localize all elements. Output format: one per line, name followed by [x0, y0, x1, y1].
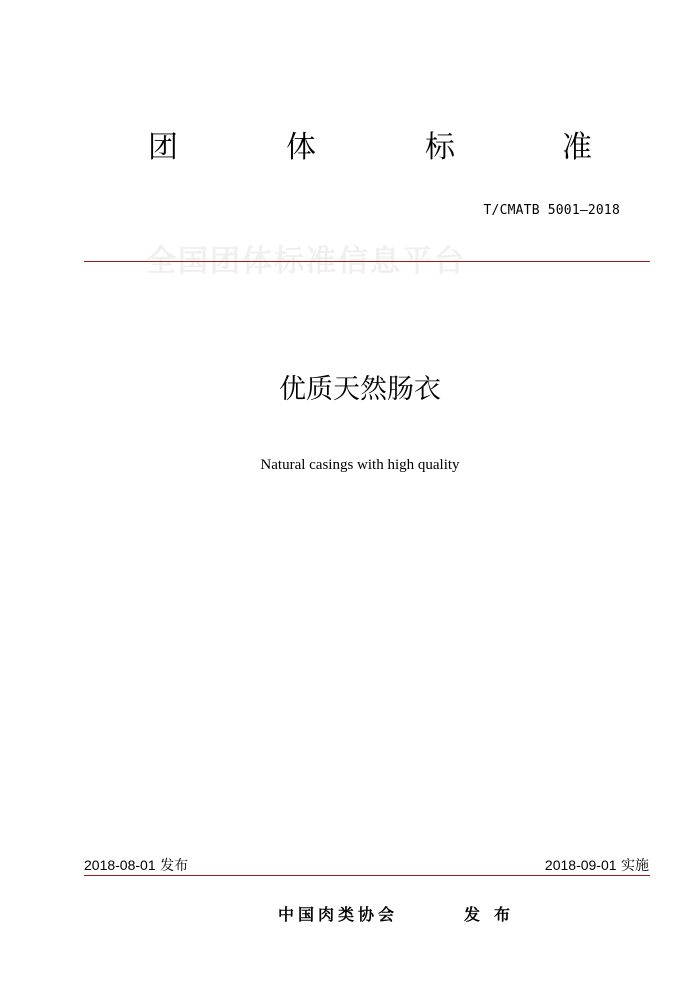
implementation-date-label: 实施 [621, 858, 649, 874]
watermark [118, 232, 518, 284]
issue-date [84, 856, 188, 875]
issue-date-label: 发布 [160, 858, 189, 874]
standard-type-char: 团 [148, 130, 178, 165]
publish-verb: 发布 [464, 905, 525, 924]
standard-type-char: 标 [425, 130, 455, 165]
issue-date-value: 2018-08-01 [84, 857, 156, 873]
implementation-date [545, 856, 649, 875]
publisher-name: 中国肉类协会 [278, 905, 399, 924]
footer-divider [84, 875, 650, 876]
document-title: 优质天然肠衣 [279, 374, 441, 405]
standard-code: T/CMATB 5001—2018 [483, 203, 620, 218]
standard-type-char: 体 [286, 130, 316, 165]
standard-type-char: 准 [562, 130, 592, 165]
implementation-date-value: 2018-09-01 [544, 857, 617, 873]
document-subtitle-english: Natural casings with high quality [260, 457, 460, 473]
watermark-text: 全国团体标准信息平台 [146, 244, 466, 279]
header-divider [84, 261, 650, 262]
standard-type-heading [148, 128, 592, 168]
